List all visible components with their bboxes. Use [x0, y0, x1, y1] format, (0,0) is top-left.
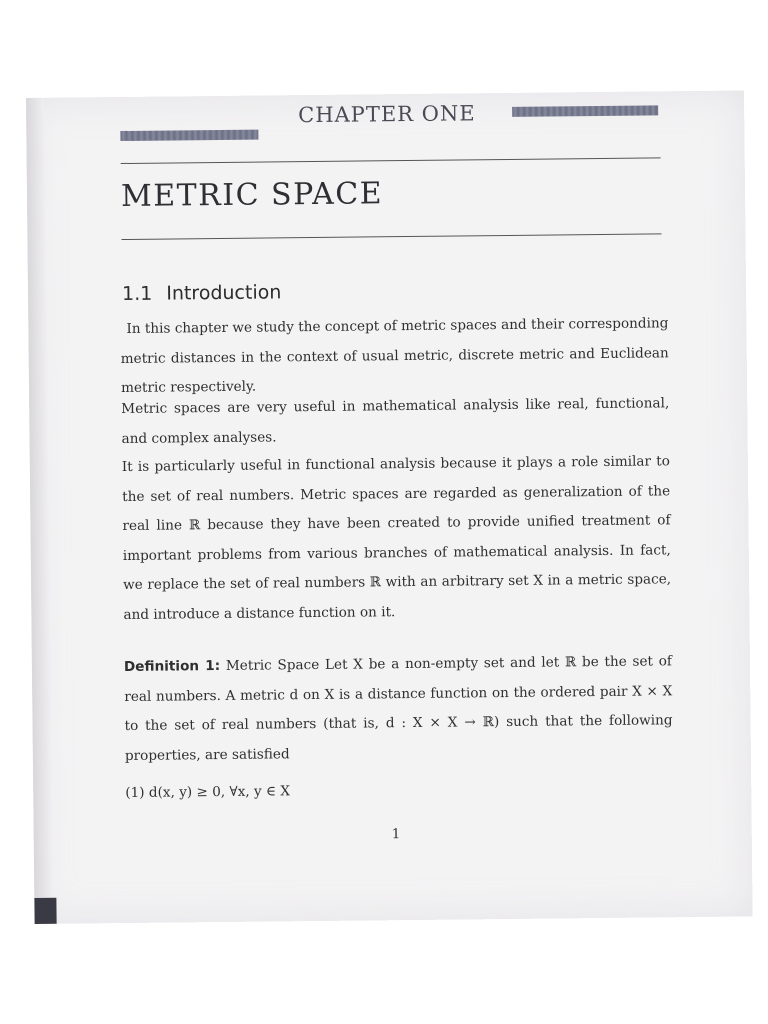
page-corner-shadow — [34, 898, 56, 924]
property-item-1: (1) d(x, y) ≥ 0, ∀x, y ∈ X — [125, 783, 291, 801]
page-binding-edge — [26, 98, 53, 924]
paragraph-functional-analysis: It is particularly useful in functional analysis because it plays a role similar to the set of real numbers. Metric spaces are regarded as generalization of the real line ℝ because they have been created to provide unified treatment of important problems from various branches of mathematical analysis. In fact, we replace the set of real numbers ℝ with an arbitrary set X in a metric space, and introduce a distance function on it. — [121, 453, 672, 623]
section-number: 1.1 — [121, 282, 153, 306]
section-title: Introduction — [166, 281, 282, 305]
chapter-decorative-bar-left — [120, 130, 258, 141]
definition-label: Definition 1: — [123, 657, 221, 676]
page-number: 1 — [391, 826, 401, 843]
chapter-rule-top — [121, 157, 661, 164]
chapter-label: CHAPTER ONE — [298, 101, 476, 128]
book-page — [26, 90, 753, 923]
chapter-decorative-bar-right — [512, 105, 658, 117]
paragraph-intro: In this chapter we study the concept of metric spaces and their corresponding metric distances in the context of usual metric, discrete metric and Euclidean metric respectively. — [120, 315, 669, 397]
chapter-title: METRIC SPACE — [120, 176, 384, 215]
definition-text: Metric Space Let X be a non-empty set and let ℝ be the set of real numbers. A metric d on X is a distance function on the ordered pair X × X to the set of real numbers (that is, d : X × X → ℝ) such that the following properties, are satisfied — [124, 653, 673, 764]
definition-block — [124, 647, 673, 771]
paragraph-usefulness: Metric spaces are very useful in mathematical analysis like real, functional, and complex analyses. — [121, 395, 670, 447]
chapter-rule-bottom — [121, 233, 661, 240]
section-heading — [122, 281, 282, 305]
